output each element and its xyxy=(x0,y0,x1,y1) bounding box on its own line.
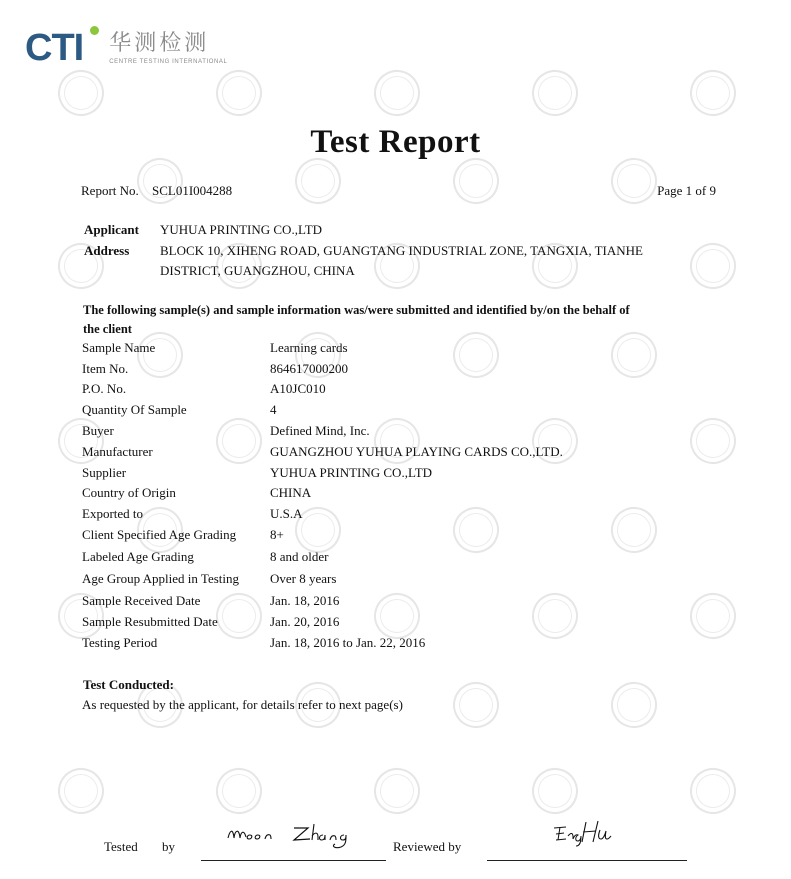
sample-info-value: U.S.A xyxy=(270,506,303,521)
cti-watermark-icon xyxy=(682,585,744,647)
page-title: Test Report xyxy=(310,124,481,160)
reviewed-signature-line xyxy=(487,860,687,861)
cti-watermark-icon xyxy=(524,585,586,647)
cti-watermark-icon xyxy=(208,760,270,822)
sample-info-label: Sample Received Date xyxy=(82,593,201,608)
cti-watermark-icon xyxy=(603,674,665,736)
sample-info-value: GUANGZHOU YUHUA PLAYING CARDS CO.,LTD. xyxy=(270,444,563,459)
sample-info-value: 4 xyxy=(270,402,277,417)
cti-watermark-icon xyxy=(366,62,428,124)
sample-info-label: Sample Resubmitted Date xyxy=(82,614,218,629)
tested-label: Tested xyxy=(104,839,138,854)
cti-watermark-icon xyxy=(682,410,744,472)
sample-info-label: Sample Name xyxy=(82,340,156,355)
submission-note-line-1: The following sample(s) and sample information was/were submitted and identified by/on the behalf of xyxy=(83,303,630,317)
test-conducted-heading: Test Conducted: xyxy=(83,677,174,692)
cti-watermark-icon xyxy=(603,499,665,561)
sample-info-value: Over 8 years xyxy=(270,571,337,586)
sample-info-label: Testing Period xyxy=(82,635,158,650)
sample-info-value: 8 and older xyxy=(270,549,329,564)
cti-watermark-icon xyxy=(445,324,507,386)
cti-watermark-icon xyxy=(524,760,586,822)
sample-info-value: 8+ xyxy=(270,527,284,542)
cti-watermark-icon xyxy=(366,760,428,822)
cti-watermark-icon xyxy=(208,410,270,472)
sample-info-value: Defined Mind, Inc. xyxy=(270,423,370,438)
sample-info-value: CHINA xyxy=(270,485,312,500)
tested-signature-line xyxy=(201,860,386,861)
logo-cti-text: CTI xyxy=(25,27,84,69)
sample-info-label: Country of Origin xyxy=(82,485,176,500)
cti-watermark-icon xyxy=(682,760,744,822)
sample-info-value: 864617000200 xyxy=(270,361,348,376)
sample-info-label: Exported to xyxy=(82,506,144,521)
sample-info-value: Learning cards xyxy=(270,340,348,355)
sample-info-label: Manufacturer xyxy=(82,444,153,459)
sample-info-label: Item No. xyxy=(82,361,129,376)
cti-watermark-icon xyxy=(50,410,112,472)
cti-watermark-icon xyxy=(524,410,586,472)
logo-english-name: CENTRE TESTING INTERNATIONAL xyxy=(109,59,228,65)
tested-by-label: by xyxy=(162,839,175,854)
address-label: Address xyxy=(84,243,130,258)
sample-info-value: A10JC010 xyxy=(270,381,326,396)
address-line-2: DISTRICT, GUANGZHOU, CHINA xyxy=(160,263,355,278)
address-line-1: BLOCK 10, XIHENG ROAD, GUANGTANG INDUSTRIAL ZONE, TANGXIA, TIANHE xyxy=(160,243,643,258)
sample-info-value: Jan. 20, 2016 xyxy=(270,614,340,629)
cti-watermark-icon xyxy=(603,324,665,386)
logo-chinese-name: 华测检测 xyxy=(109,31,210,56)
sample-info-label: P.O. No. xyxy=(82,381,127,396)
page-number: Page 1 of 9 xyxy=(657,183,716,198)
cti-watermark-icon xyxy=(682,62,744,124)
submission-note-line-2: the client xyxy=(83,322,132,336)
report-no-label: Report No. xyxy=(81,183,139,198)
sample-info-label: Supplier xyxy=(82,465,127,480)
cti-watermark-icon xyxy=(445,674,507,736)
applicant-value: YUHUA PRINTING CO.,LTD xyxy=(160,222,323,237)
cti-watermark-icon xyxy=(524,62,586,124)
sample-info-value: YUHUA PRINTING CO.,LTD xyxy=(270,465,433,480)
sample-info-label: Labeled Age Grading xyxy=(82,549,194,564)
cti-watermark-icon xyxy=(366,410,428,472)
cti-watermark-icon xyxy=(682,235,744,297)
report-no-value: SCL01I004288 xyxy=(152,183,233,198)
test-conducted-text: As requested by the applicant, for details refer to next page(s) xyxy=(82,697,403,712)
sample-info-label: Age Group Applied in Testing xyxy=(82,571,240,586)
applicant-label: Applicant xyxy=(84,222,139,237)
sample-info-label: Quantity Of Sample xyxy=(82,402,187,417)
cti-watermark-icon xyxy=(50,760,112,822)
logo-dot-icon xyxy=(90,26,99,35)
cti-watermark-icon xyxy=(445,499,507,561)
sample-info-label: Client Specified Age Grading xyxy=(82,527,237,542)
reviewed-by-label: Reviewed by xyxy=(393,839,462,854)
sample-info-label: Buyer xyxy=(82,423,114,438)
sample-info-value: Jan. 18, 2016 to Jan. 22, 2016 xyxy=(270,635,426,650)
company-logo xyxy=(25,28,227,72)
sample-info-value: Jan. 18, 2016 xyxy=(270,593,340,608)
